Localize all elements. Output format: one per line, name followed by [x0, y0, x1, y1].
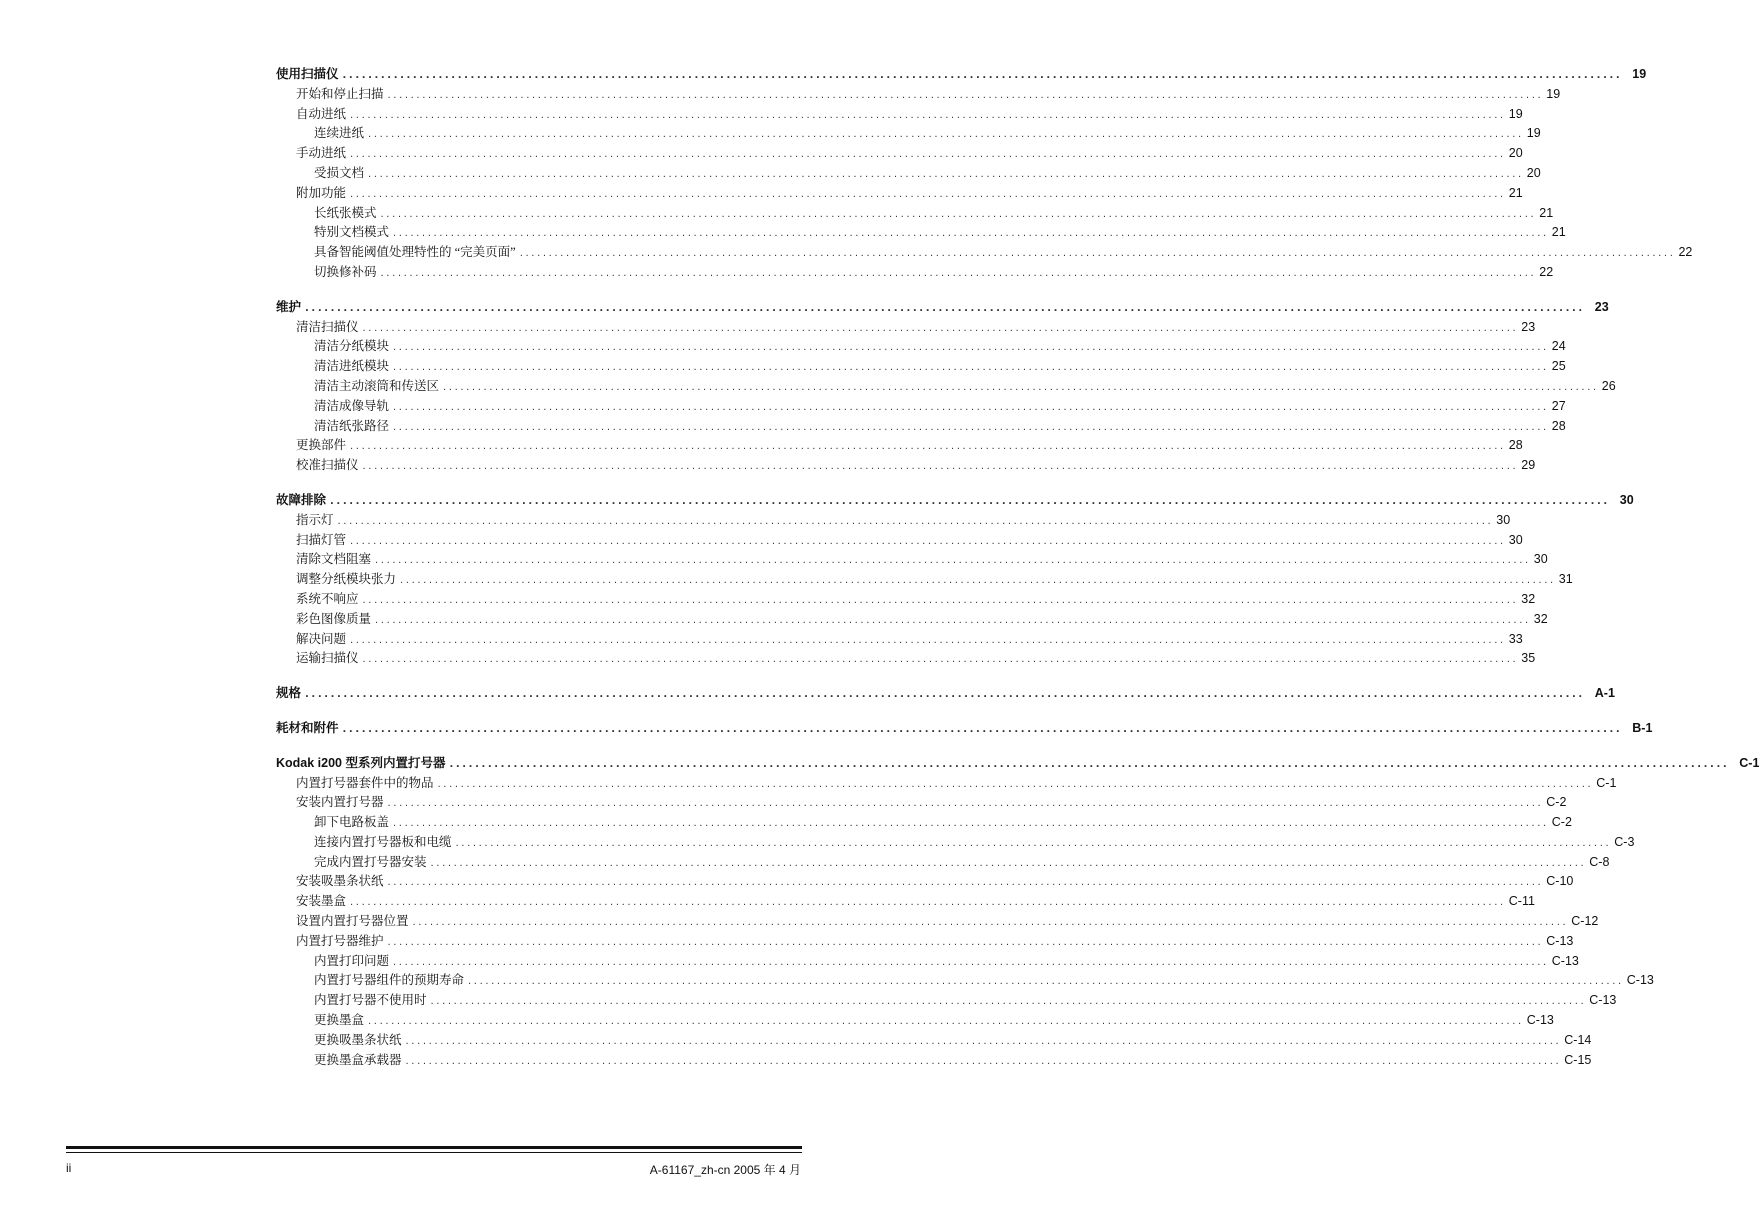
toc-entry[interactable]: [276, 184, 1523, 204]
toc-leader-dots: ........................................................................................................................................................................................................: [342, 723, 1623, 735]
toc-entry-page: 27: [1551, 398, 1566, 413]
toc-leader-dots: ........................................................................................................................................................................................................: [443, 381, 1599, 393]
toc-entry-page: 29: [1521, 458, 1536, 473]
toc-leader-dots: ........................................................................................................................................................................................................: [368, 129, 1524, 141]
toc-leader-dots: ........................................................................................................................................................................................................: [437, 778, 1594, 790]
toc-entry-page: 22: [1539, 264, 1554, 279]
footer-doc-id: A-61167_zh-cn 2005 年 4 月: [649, 1163, 801, 1177]
toc-section-entry[interactable]: [276, 65, 1647, 85]
toc-entry-title: 校准扫描仪: [296, 458, 359, 473]
toc-entry-page: C-2: [1551, 815, 1572, 830]
toc-entry[interactable]: [276, 793, 1567, 813]
toc-entry-title: 内置打号器维护: [296, 933, 384, 948]
toc-leader-dots: ........................................................................................................................................................................................................: [412, 917, 1569, 929]
toc-entry[interactable]: [276, 971, 1654, 991]
toc-leader-dots: ........................................................................................................................................................................................................: [350, 897, 1506, 909]
toc-entry[interactable]: [276, 649, 1536, 669]
toc-leader-dots: ........................................................................................................................................................................................................: [393, 818, 1549, 830]
toc-entry-title: 手动进纸: [296, 146, 347, 161]
toc-entry-page: A-1: [1594, 686, 1615, 701]
toc-entry[interactable]: [276, 164, 1541, 184]
toc-leader-dots: ........................................................................................................................................................................................................: [350, 634, 1506, 646]
toc-entry-page: 21: [1539, 205, 1554, 220]
table-of-contents: [276, 65, 1759, 1070]
toc-entry-title: 更换吸墨条状纸: [314, 1032, 402, 1047]
toc-entry[interactable]: [276, 456, 1536, 476]
toc-entry-title: 连续进纸: [314, 126, 365, 141]
toc-leader-dots: ........................................................................................................................................................................................................: [387, 936, 1544, 948]
toc-leader-dots: ........................................................................................................................................................................................................: [405, 1035, 1562, 1047]
toc-entry[interactable]: [276, 223, 1566, 243]
toc-entry-title: 扫描灯管: [296, 532, 347, 547]
toc-entry[interactable]: [276, 774, 1617, 794]
toc-entry[interactable]: [276, 85, 1561, 105]
toc-entry[interactable]: [276, 337, 1566, 357]
toc-entry-title: 更换墨盒: [314, 1013, 365, 1028]
toc-entry-title: 设置内置打号器位置: [296, 914, 409, 929]
toc-leader-dots: ........................................................................................................................................................................................................: [405, 1055, 1562, 1067]
toc-entry-page: 23: [1594, 299, 1609, 314]
toc-entry-title: 连接内置打号器板和电缆: [314, 834, 452, 849]
toc-entry-page: C-3: [1614, 834, 1635, 849]
toc-entry[interactable]: [276, 892, 1535, 912]
toc-entry[interactable]: [276, 833, 1635, 853]
toc-entry[interactable]: [276, 263, 1554, 283]
toc-entry-title: 清洁成像导轨: [314, 398, 390, 413]
toc-entry-title: 耗材和附件: [276, 720, 339, 735]
toc-leader-dots: ........................................................................................................................................................................................................: [350, 188, 1506, 200]
toc-section-entry[interactable]: [276, 719, 1653, 739]
toc-entry-title: 清洁纸张路径: [314, 418, 390, 433]
toc-entry-title: 内置打号器组件的预期寿命: [314, 973, 465, 988]
toc-leader-dots: ........................................................................................................................................................................................................: [387, 89, 1544, 101]
toc-leader-dots: ........................................................................................................................................................................................................: [380, 267, 1537, 279]
toc-leader-dots: ........................................................................................................................................................................................................: [362, 322, 1519, 334]
toc-entry-page: C-13: [1589, 993, 1617, 1008]
toc-leader-dots: ........................................................................................................................................................................................................: [350, 441, 1506, 453]
toc-entry-page: 30: [1533, 552, 1548, 567]
toc-entry-page: C-15: [1564, 1052, 1592, 1067]
toc-entry-title: 切换修补码: [314, 264, 377, 279]
toc-entry-title: 维护: [276, 299, 302, 314]
section-gap: [276, 739, 802, 754]
toc-entry[interactable]: [276, 853, 1610, 873]
toc-entry-page: 33: [1508, 631, 1523, 646]
toc-entry-page: 28: [1551, 418, 1566, 433]
toc-entry-title: 故障排除: [276, 492, 327, 507]
toc-entry[interactable]: [276, 144, 1523, 164]
toc-entry-page: 30: [1619, 492, 1634, 507]
toc-leader-dots: ........................................................................................................................................................................................................: [337, 515, 1494, 527]
toc-leader-dots: ........................................................................................................................................................................................................: [468, 976, 1624, 988]
toc-entry-page: 28: [1508, 438, 1523, 453]
toc-entry-title: 规格: [276, 686, 302, 701]
toc-entry[interactable]: [276, 1051, 1592, 1071]
toc-entry[interactable]: [276, 813, 1572, 833]
footer-rule: [66, 1146, 802, 1149]
toc-entry-title: 完成内置打号器安装: [314, 854, 427, 869]
toc-leader-dots: ........................................................................................................................................................................................................: [305, 689, 1585, 701]
toc-entry-page: C-10: [1546, 874, 1574, 889]
footer-page-number: ii: [66, 1161, 72, 1175]
footer-rule-thin: [66, 1152, 802, 1153]
toc-entry-title: 使用扫描仪: [276, 67, 339, 81]
toc-entry-page: 19: [1526, 126, 1541, 141]
toc-leader-dots: ........................................................................................................................................................................................................: [330, 495, 1610, 507]
toc-entry[interactable]: [276, 1011, 1554, 1031]
toc-leader-dots: ........................................................................................................................................................................................................: [393, 421, 1549, 433]
toc-entry-title: 内置打号器套件中的物品: [296, 775, 434, 790]
toc-entry-title: 系统不响应: [296, 591, 359, 606]
toc-entry-page: C-13: [1551, 953, 1579, 968]
toc-leader-dots: ........................................................................................................................................................................................................: [362, 654, 1519, 666]
toc-entry[interactable]: [276, 610, 1548, 630]
section-gap: [276, 476, 802, 491]
toc-entry-page: C-1: [1596, 775, 1617, 790]
toc-section-entry[interactable]: [276, 684, 1615, 704]
toc-entry[interactable]: [276, 590, 1536, 610]
toc-entry-page: 19: [1546, 86, 1561, 101]
toc-entry-page: 32: [1533, 611, 1548, 626]
toc-entry-page: 21: [1551, 225, 1566, 240]
toc-entry-page: 25: [1551, 359, 1566, 374]
toc-leader-dots: ........................................................................................................................................................................................................: [393, 362, 1549, 374]
toc-entry[interactable]: [276, 357, 1566, 377]
toc-entry-title: 更换墨盒承载器: [314, 1052, 402, 1067]
toc-entry-page: 30: [1508, 532, 1523, 547]
toc-section-entry[interactable]: [276, 491, 1634, 511]
toc-entry-title: 调整分纸模块张力: [296, 572, 397, 587]
toc-entry[interactable]: [276, 570, 1573, 590]
toc-entry-page: 20: [1508, 146, 1523, 161]
toc-entry[interactable]: [276, 550, 1548, 570]
toc-entry-page: C-11: [1508, 894, 1535, 909]
toc-entry[interactable]: [276, 318, 1536, 338]
toc-leader-dots: ........................................................................................................................................................................................................: [400, 575, 1556, 587]
toc-leader-dots: ........................................................................................................................................................................................................: [350, 149, 1506, 161]
toc-entry-page: 19: [1508, 106, 1523, 121]
toc-leader-dots: ........................................................................................................................................................................................................: [380, 208, 1537, 220]
toc-entry[interactable]: [276, 872, 1574, 892]
toc-entry[interactable]: [276, 952, 1579, 972]
toc-entry[interactable]: [276, 1031, 1592, 1051]
toc-entry[interactable]: [276, 991, 1617, 1011]
toc-entry-page: 21: [1508, 185, 1523, 200]
toc-leader-dots: ........................................................................................................................................................................................................: [449, 758, 1730, 770]
toc-leader-dots: ........................................................................................................................................................................................................: [455, 837, 1612, 849]
toc-entry-title: 清除文档阻塞: [296, 552, 372, 567]
toc-entry-page: 31: [1558, 572, 1573, 587]
toc-entry-page: 22: [1678, 245, 1693, 260]
toc-entry[interactable]: [276, 932, 1574, 952]
toc-section-entry[interactable]: [276, 754, 1759, 774]
toc-entry-title: 彩色图像质量: [296, 611, 372, 626]
toc-entry[interactable]: [276, 531, 1523, 551]
toc-entry[interactable]: [276, 511, 1511, 531]
toc-leader-dots: ........................................................................................................................................................................................................: [368, 168, 1524, 180]
toc-entry[interactable]: [276, 912, 1599, 932]
toc-leader-dots: ........................................................................................................................................................................................................: [519, 248, 1676, 260]
toc-leader-dots: ........................................................................................................................................................................................................: [362, 461, 1519, 473]
toc-entry-title: 清洁分纸模块: [314, 339, 390, 354]
toc-entry[interactable]: [276, 204, 1554, 224]
toc-leader-dots: ........................................................................................................................................................................................................: [393, 956, 1549, 968]
toc-entry-page: 32: [1521, 591, 1536, 606]
toc-leader-dots: ........................................................................................................................................................................................................: [305, 302, 1585, 314]
toc-entry-page: C-13: [1546, 933, 1574, 948]
toc-entry-title: 内置打号器不使用时: [314, 993, 427, 1008]
toc-entry-page: 35: [1521, 651, 1536, 666]
toc-leader-dots: ........................................................................................................................................................................................................: [387, 798, 1544, 810]
toc-entry-title: 受损文档: [314, 165, 365, 180]
toc-entry-page: C-12: [1571, 914, 1599, 929]
toc-entry-page: 20: [1526, 165, 1541, 180]
toc-leader-dots: ........................................................................................................................................................................................................: [387, 877, 1544, 889]
section-gap: [276, 704, 802, 719]
toc-leader-dots: ........................................................................................................................................................................................................: [342, 70, 1623, 81]
toc-entry-title: 清洁进纸模块: [314, 359, 390, 374]
toc-entry[interactable]: [276, 630, 1523, 650]
toc-entry-page: C-13: [1626, 973, 1654, 988]
toc-entry[interactable]: [276, 397, 1566, 417]
section-gap: [276, 669, 802, 684]
toc-entry-page: C-13: [1526, 1013, 1554, 1028]
toc-entry-title: 特别文档模式: [314, 225, 390, 240]
toc-leader-dots: ........................................................................................................................................................................................................: [393, 342, 1549, 354]
toc-leader-dots: ........................................................................................................................................................................................................: [350, 535, 1506, 547]
toc-section-entry[interactable]: [276, 298, 1609, 318]
toc-entry-title: 更换部件: [296, 438, 347, 453]
toc-leader-dots: ........................................................................................................................................................................................................: [375, 614, 1531, 626]
toc-leader-dots: ........................................................................................................................................................................................................: [430, 996, 1587, 1008]
toc-entry-title: 安装墨盒: [296, 894, 347, 909]
toc-entry-title: 安装吸墨条状纸: [296, 874, 384, 889]
toc-leader-dots: ........................................................................................................................................................................................................: [430, 857, 1587, 869]
toc-entry-page: 24: [1551, 339, 1566, 354]
toc-entry-page: 30: [1496, 512, 1511, 527]
toc-entry-title: 开始和停止扫描: [296, 86, 384, 101]
toc-entry[interactable]: [276, 436, 1523, 456]
toc-entry-page: B-1: [1632, 720, 1653, 735]
toc-entry[interactable]: [276, 124, 1541, 144]
toc-leader-dots: ........................................................................................................................................................................................................: [393, 401, 1549, 413]
toc-entry-title: 长纸张模式: [314, 205, 377, 220]
toc-entry-page: C-8: [1589, 854, 1610, 869]
toc-entry-title: 解决问题: [296, 631, 347, 646]
toc-entry[interactable]: [276, 105, 1523, 125]
toc-entry[interactable]: [276, 417, 1566, 437]
toc-entry-title: 安装内置打号器: [296, 795, 384, 810]
toc-leader-dots: ........................................................................................................................................................................................................: [350, 109, 1506, 121]
toc-entry-title: 清洁主动滚筒和传送区: [314, 378, 440, 393]
toc-entry-title: 具备智能阈值处理特性的 “完美页面”: [314, 245, 516, 260]
toc-entry-title: 指示灯: [296, 512, 334, 527]
section-gap: [276, 283, 802, 298]
toc-leader-dots: ........................................................................................................................................................................................................: [375, 555, 1531, 567]
toc-entry-page: 26: [1601, 378, 1616, 393]
toc-entry-page: C-14: [1564, 1032, 1592, 1047]
toc-entry-title: 清洁扫描仪: [296, 319, 359, 334]
toc-leader-dots: ........................................................................................................................................................................................................: [362, 594, 1519, 606]
toc-entry-title: 内置打印问题: [314, 953, 390, 968]
toc-entry-title: 自动进纸: [296, 106, 347, 121]
toc-entry[interactable]: [276, 243, 1693, 263]
toc-leader-dots: ........................................................................................................................................................................................................: [393, 228, 1549, 240]
toc-entry-title: Kodak i200 型系列内置打号器: [276, 755, 446, 770]
toc-leader-dots: ........................................................................................................................................................................................................: [368, 1016, 1524, 1028]
toc-entry-page: C-1: [1739, 755, 1759, 770]
toc-entry-page: C-2: [1546, 795, 1567, 810]
toc-entry-page: 23: [1521, 319, 1536, 334]
toc-entry-title: 卸下电路板盖: [314, 815, 390, 830]
toc-entry-title: 运输扫描仪: [296, 651, 359, 666]
toc-entry[interactable]: [276, 377, 1616, 397]
toc-entry-page: 19: [1632, 67, 1647, 81]
toc-entry-title: 附加功能: [296, 185, 347, 200]
